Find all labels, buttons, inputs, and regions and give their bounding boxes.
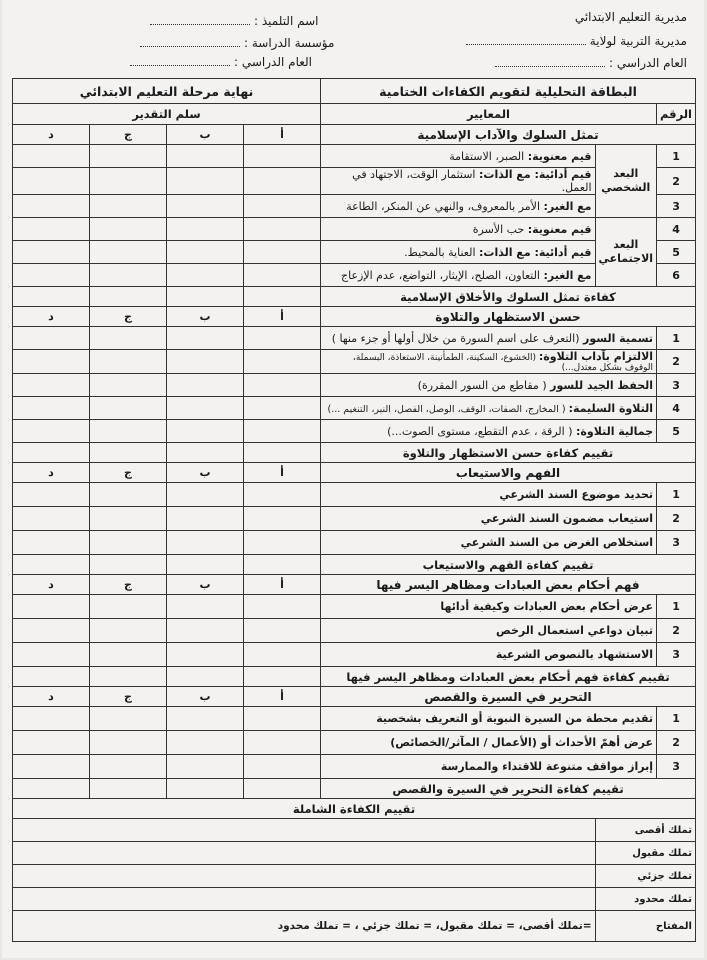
grade-cell[interactable] <box>90 667 167 687</box>
criterion <box>321 327 657 350</box>
grade-cell[interactable] <box>167 327 244 350</box>
criterion-lead: قيم معنوية: <box>527 222 592 236</box>
key-legend: =تملك أقصى، = تملك مقبول، = تملك جزئي ، = تملك محدود <box>13 911 596 942</box>
grade-cell[interactable] <box>244 327 321 350</box>
grade-cell[interactable] <box>167 420 244 443</box>
item-number: 3 <box>657 195 696 218</box>
student-name-label: اسم التلميذ : <box>254 14 319 28</box>
section-title: تمثل السلوك والآداب الإسلامية <box>321 125 696 145</box>
grade-cell[interactable] <box>167 779 244 799</box>
grade-cell[interactable] <box>244 555 321 575</box>
grade-cell[interactable] <box>167 595 244 619</box>
grade-cell[interactable] <box>167 264 244 287</box>
grade-cell[interactable] <box>244 350 321 374</box>
personal-dimension: البعد الشخصي <box>595 145 657 218</box>
grade-cell[interactable] <box>13 218 90 241</box>
grade-cell[interactable] <box>90 443 167 463</box>
grade-cell[interactable] <box>13 707 90 731</box>
grade-cell[interactable] <box>90 374 167 397</box>
item-number: 3 <box>657 643 696 667</box>
criterion-lead: الالتزام بآداب التلاوة: <box>538 350 654 363</box>
grade-cell[interactable] <box>167 374 244 397</box>
grade-b: ب <box>167 463 244 483</box>
criterion-text: حب الأسرة <box>472 222 525 236</box>
evaluation-form <box>12 78 696 942</box>
grade-cell[interactable] <box>90 483 167 507</box>
criterion: تبيان دواعي استعمال الرخص <box>321 619 657 643</box>
item-number: 2 <box>657 350 696 374</box>
item-number: 1 <box>657 595 696 619</box>
wilaya-label <box>466 34 687 48</box>
grade-cell[interactable] <box>90 555 167 575</box>
grade-cell[interactable] <box>167 287 244 307</box>
level-notes[interactable] <box>13 842 596 865</box>
criterion-lead: قيم أدائية: مع الذات: <box>479 168 592 181</box>
grade-cell[interactable] <box>90 287 167 307</box>
grade-cell[interactable] <box>167 483 244 507</box>
section-summary: تقييم كفاءة التحرير في السيرة والقصص <box>321 779 696 799</box>
grade-c: ج <box>90 307 167 327</box>
criterion: استيعاب مضمون السند الشرعي <box>321 507 657 531</box>
grade-cell[interactable] <box>90 619 167 643</box>
key-label: المفتاح <box>595 911 696 942</box>
grade-cell[interactable] <box>90 531 167 555</box>
level-notes[interactable] <box>13 888 596 911</box>
criteria-header: المعايير <box>321 104 657 125</box>
grade-cell[interactable] <box>167 218 244 241</box>
grade-cell[interactable] <box>90 643 167 667</box>
grade-cell[interactable] <box>244 264 321 287</box>
grade-cell[interactable] <box>167 531 244 555</box>
item-number: 1 <box>657 327 696 350</box>
grade-cell[interactable] <box>167 145 244 168</box>
criterion-lead: قيم معنوية: <box>527 149 592 163</box>
grade-c: ج <box>90 575 167 595</box>
grade-cell[interactable] <box>13 667 90 687</box>
criterion-lead: التلاوة السليمة: <box>568 401 654 415</box>
grade-cell[interactable] <box>244 443 321 463</box>
school-year-right-field[interactable] <box>495 56 605 67</box>
criterion <box>321 168 596 195</box>
grade-a: أ <box>244 125 321 145</box>
criterion <box>321 374 657 397</box>
grade-cell[interactable] <box>90 420 167 443</box>
grade-cell[interactable] <box>244 397 321 420</box>
grade-c: ج <box>90 463 167 483</box>
grade-cell[interactable] <box>13 619 90 643</box>
item-number: 2 <box>657 619 696 643</box>
item-number: 4 <box>657 397 696 420</box>
criterion-text: ( المخارج، الصفات، الوقف، الوصل، الفصل، النبر، التنغيم ...) <box>327 403 566 415</box>
section-title: التحرير في السيرة والقصص <box>321 687 696 707</box>
level-label: تملك محدود <box>595 888 696 911</box>
item-number: 1 <box>657 483 696 507</box>
criterion <box>321 145 596 168</box>
institution <box>140 36 334 50</box>
criterion: إبراز مواقف متنوعة للاقتداء والممارسة <box>321 755 657 779</box>
grade-cell[interactable] <box>244 619 321 643</box>
section-summary: تقييم كفاءة الفهم والاستيعاب <box>321 555 696 575</box>
grade-cell[interactable] <box>244 779 321 799</box>
grade-b: ب <box>167 307 244 327</box>
student-name-field[interactable] <box>150 14 250 25</box>
institution-field[interactable] <box>140 36 240 47</box>
grade-cell[interactable] <box>13 483 90 507</box>
criterion-text: الصبر، الاستقامة <box>449 149 525 163</box>
criterion-lead: الحفظ الجيد للسور <box>550 378 654 392</box>
grade-cell[interactable] <box>13 755 90 779</box>
criterion-text: ( الرقة ، عدم التقطع، مستوى الصوت...) <box>387 424 573 438</box>
criterion-lead: جمالية التلاوة: <box>576 424 654 438</box>
grade-cell[interactable] <box>13 145 90 168</box>
grade-cell[interactable] <box>167 443 244 463</box>
grade-cell[interactable] <box>13 443 90 463</box>
grade-b: ب <box>167 575 244 595</box>
grade-cell[interactable] <box>13 327 90 350</box>
criterion-lead: تسمية السور <box>583 331 654 345</box>
grade-cell[interactable] <box>13 287 90 307</box>
grade-cell[interactable] <box>13 374 90 397</box>
grade-cell[interactable] <box>90 195 167 218</box>
grade-c: ج <box>90 125 167 145</box>
criterion: استخلاص الغرض من السند الشرعي <box>321 531 657 555</box>
criterion-lead: قيم أدائية: مع الذات: <box>479 245 592 259</box>
grade-cell[interactable] <box>244 531 321 555</box>
grade-cell[interactable] <box>13 531 90 555</box>
grade-cell[interactable] <box>90 168 167 195</box>
grade-cell[interactable] <box>90 241 167 264</box>
school-year-left-label: العام الدراسي : <box>234 55 313 69</box>
criterion: الاستشهاد بالنصوص الشرعية <box>321 643 657 667</box>
section-title: الفهم والاستيعاب <box>321 463 696 483</box>
grade-cell[interactable] <box>244 241 321 264</box>
wilaya-field[interactable] <box>466 34 586 45</box>
criterion-text: (التعرف على اسم السورة من خلال أولها أو جزء منها ) <box>331 331 580 345</box>
grade-cell[interactable] <box>244 755 321 779</box>
grade-cell[interactable] <box>167 731 244 755</box>
institution-label: مؤسسة الدراسة : <box>244 36 335 50</box>
grade-cell[interactable] <box>244 168 321 195</box>
criterion-text: التعاون، الصلح، الإيثار، التواضع، عدم الإزعاج <box>341 268 540 282</box>
form-title: البطاقة التحليلية لتقويم الكفاءات الختامية <box>321 79 696 104</box>
level-notes[interactable] <box>13 819 596 842</box>
level-label: تملك أقصى <box>595 819 696 842</box>
item-number: 5 <box>657 420 696 443</box>
grade-cell[interactable] <box>167 643 244 667</box>
grade-cell[interactable] <box>13 643 90 667</box>
grade-cell[interactable] <box>167 555 244 575</box>
section-summary: تقييم كفاءة حسن الاستظهار والتلاوة <box>321 443 696 463</box>
item-number: 3 <box>657 755 696 779</box>
section-title: فهم أحكام بعض العبادات ومظاهر اليسر فيها <box>321 575 696 595</box>
grade-cell[interactable] <box>244 420 321 443</box>
grade-d: د <box>13 463 90 483</box>
grade-cell[interactable] <box>90 731 167 755</box>
grade-d: د <box>13 307 90 327</box>
school-year-right <box>495 56 687 70</box>
grade-cell[interactable] <box>13 195 90 218</box>
grade-cell[interactable] <box>244 195 321 218</box>
grade-cell[interactable] <box>13 350 90 374</box>
stage-title: نهاية مرحلة التعليم الابتدائي <box>13 79 321 104</box>
criterion-lead: مع الغير: <box>543 268 592 282</box>
grade-cell[interactable] <box>90 397 167 420</box>
grade-cell[interactable] <box>244 731 321 755</box>
grade-b: ب <box>167 125 244 145</box>
grade-d: د <box>13 575 90 595</box>
grade-a: أ <box>244 687 321 707</box>
overall-title: تقييم الكفاءة الشاملة <box>13 799 696 819</box>
grade-cell[interactable] <box>13 595 90 619</box>
school-year-left-field[interactable] <box>130 55 230 66</box>
grade-cell[interactable] <box>90 507 167 531</box>
grade-cell[interactable] <box>244 287 321 307</box>
criterion <box>321 264 596 287</box>
item-number: 2 <box>657 507 696 531</box>
grade-cell[interactable] <box>167 755 244 779</box>
criterion-text: الأمر بالمعروف، والنهي عن المنكر، الطاعة <box>346 199 540 213</box>
level-notes[interactable] <box>13 865 596 888</box>
grade-cell[interactable] <box>244 667 321 687</box>
grade-cell[interactable] <box>167 667 244 687</box>
grade-cell[interactable] <box>90 218 167 241</box>
social-dimension: البعد الاجتماعي <box>595 218 657 287</box>
grade-cell[interactable] <box>167 619 244 643</box>
item-number: 6 <box>657 264 696 287</box>
grade-cell[interactable] <box>13 420 90 443</box>
grade-cell[interactable] <box>90 327 167 350</box>
criterion-text: ( مقاطع من السور المقررة) <box>417 378 547 392</box>
grade-cell[interactable] <box>167 707 244 731</box>
grade-cell[interactable] <box>167 168 244 195</box>
student-name <box>150 14 319 28</box>
grade-a: أ <box>244 307 321 327</box>
wilaya-text: مديرية التربية لولاية <box>589 34 687 48</box>
grade-cell[interactable] <box>90 755 167 779</box>
item-number: 2 <box>657 731 696 755</box>
grade-cell[interactable] <box>13 731 90 755</box>
section-title: حسن الاستظهار والتلاوة <box>321 307 696 327</box>
grade-d: د <box>13 125 90 145</box>
grade-cell[interactable] <box>167 241 244 264</box>
grade-cell[interactable] <box>13 779 90 799</box>
criterion <box>321 420 657 443</box>
grade-cell[interactable] <box>90 145 167 168</box>
section-summary: كفاءة تمثل السلوك والأخلاق الإسلامية <box>321 287 696 307</box>
section-summary: تقييم كفاءة فهم أحكام بعض العبادات ومظاهر اليسر فيها <box>321 667 696 687</box>
scale-header: سلم التقدير <box>13 104 321 125</box>
criterion <box>321 397 657 420</box>
grade-cell[interactable] <box>13 397 90 420</box>
item-number: 5 <box>657 241 696 264</box>
grade-cell[interactable] <box>90 779 167 799</box>
criterion-lead: مع الغير: <box>543 199 592 213</box>
grade-cell[interactable] <box>244 507 321 531</box>
num-header: الرقم <box>657 104 696 125</box>
level-label: تملك مقبول <box>595 842 696 865</box>
grade-d: د <box>13 687 90 707</box>
criterion: تقديم محطة من السيرة النبوية أو التعريف بشخصية <box>321 707 657 731</box>
item-number: 2 <box>657 168 696 195</box>
grade-b: ب <box>167 687 244 707</box>
grade-a: أ <box>244 575 321 595</box>
item-number: 1 <box>657 707 696 731</box>
grade-cell[interactable] <box>244 218 321 241</box>
school-year-right-text: العام الدراسي : <box>608 56 687 70</box>
criterion: عرض أهمّ الأحداث أو (الأعمال / المآثر/الخصائص) <box>321 731 657 755</box>
criterion <box>321 218 596 241</box>
criterion <box>321 350 657 374</box>
criterion <box>321 195 596 218</box>
criterion-text: استثمار الوقت، الاجتهاد في العمل. <box>352 168 592 194</box>
grade-cell[interactable] <box>167 350 244 374</box>
grade-cell[interactable] <box>13 555 90 575</box>
school-year-left <box>130 55 312 69</box>
grade-cell[interactable] <box>90 707 167 731</box>
grade-cell[interactable] <box>90 350 167 374</box>
item-number: 3 <box>657 531 696 555</box>
grade-cell[interactable] <box>244 595 321 619</box>
criterion-text: العناية بالمحيط. <box>404 245 476 259</box>
grade-cell[interactable] <box>244 707 321 731</box>
grade-cell[interactable] <box>244 483 321 507</box>
criterion: عرض أحكام بعض العبادات وكيفية أدائها <box>321 595 657 619</box>
grade-cell[interactable] <box>13 264 90 287</box>
grade-cell[interactable] <box>90 595 167 619</box>
grade-c: ج <box>90 687 167 707</box>
item-number: 3 <box>657 374 696 397</box>
grade-cell[interactable] <box>244 374 321 397</box>
item-number: 1 <box>657 145 696 168</box>
grade-cell[interactable] <box>167 397 244 420</box>
grade-cell[interactable] <box>244 145 321 168</box>
directorate-label: مديرية التعليم الابتدائي <box>574 10 687 24</box>
grade-cell[interactable] <box>13 168 90 195</box>
level-label: تملك جزئي <box>595 865 696 888</box>
grade-cell[interactable] <box>244 643 321 667</box>
grade-cell[interactable] <box>13 507 90 531</box>
grade-cell[interactable] <box>167 507 244 531</box>
grade-cell[interactable] <box>167 195 244 218</box>
criterion-text: (الخشوع، السكينة، الطمأنينة، الاستعاذة، البسملة، الوقوف بشكل معتدل...) <box>352 353 654 373</box>
criterion: تحديد موضوع السند الشرعي <box>321 483 657 507</box>
criterion <box>321 241 596 264</box>
grade-cell[interactable] <box>13 241 90 264</box>
grade-a: أ <box>244 463 321 483</box>
grade-cell[interactable] <box>90 264 167 287</box>
item-number: 4 <box>657 218 696 241</box>
